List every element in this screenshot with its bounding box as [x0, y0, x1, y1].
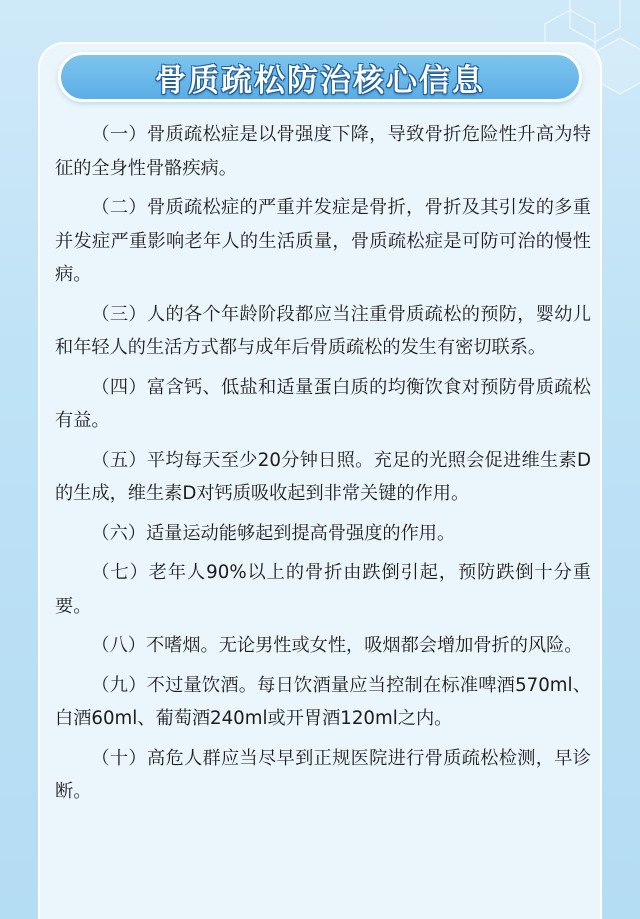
title-banner	[58, 52, 582, 102]
info-item-4: （四）富含钙、低盐和适量蛋白质的均衡饮食对预防骨质疏松有益。	[55, 376, 591, 431]
info-item-2: （二）骨质疏松症的严重并发症是骨折，骨折及其引发的多重并发症严重影响老年人的生活质量，骨质疏松症是可防可治的慢性病。	[55, 197, 591, 285]
info-item-8: （八）不嗜烟。无论男性或女性，吸烟都会增加骨折的风险。	[91, 635, 583, 656]
info-item-3: （三）人的各个年龄阶段都应当注重骨质疏松的预防，婴幼儿和年轻人的生活方式都与成年后骨质疏松的发生有密切联系。	[55, 303, 591, 358]
info-item-7: （七）老年人90%以上的骨折由跌倒引起，预防跌倒十分重要。	[55, 562, 591, 617]
page-title: 骨质疏松防治核心信息	[155, 62, 485, 99]
info-item-6: （六）适量运动能够起到提高骨强度的作用。	[91, 522, 456, 544]
info-list	[55, 118, 591, 815]
info-item-1: （一）骨质疏松症是以骨强度下降，导致骨折危险性升高为特征的全身性骨骼疾病。	[55, 124, 591, 179]
info-item-5: （五）平均每天至少20分钟日照。充足的光照会促进维生素D的生成，维生素D对钙质吸收起到非常关键的作用。	[55, 449, 591, 504]
info-item-9: （九）不过量饮酒。每日饮酒量应当控制在标准啤酒570ml、白酒60ml、葡萄酒240ml或开胃酒120ml之内。	[55, 674, 591, 729]
info-item-10: （十）高危人群应当尽早到正规医院进行骨质疏松检测，早诊断。	[55, 747, 591, 802]
